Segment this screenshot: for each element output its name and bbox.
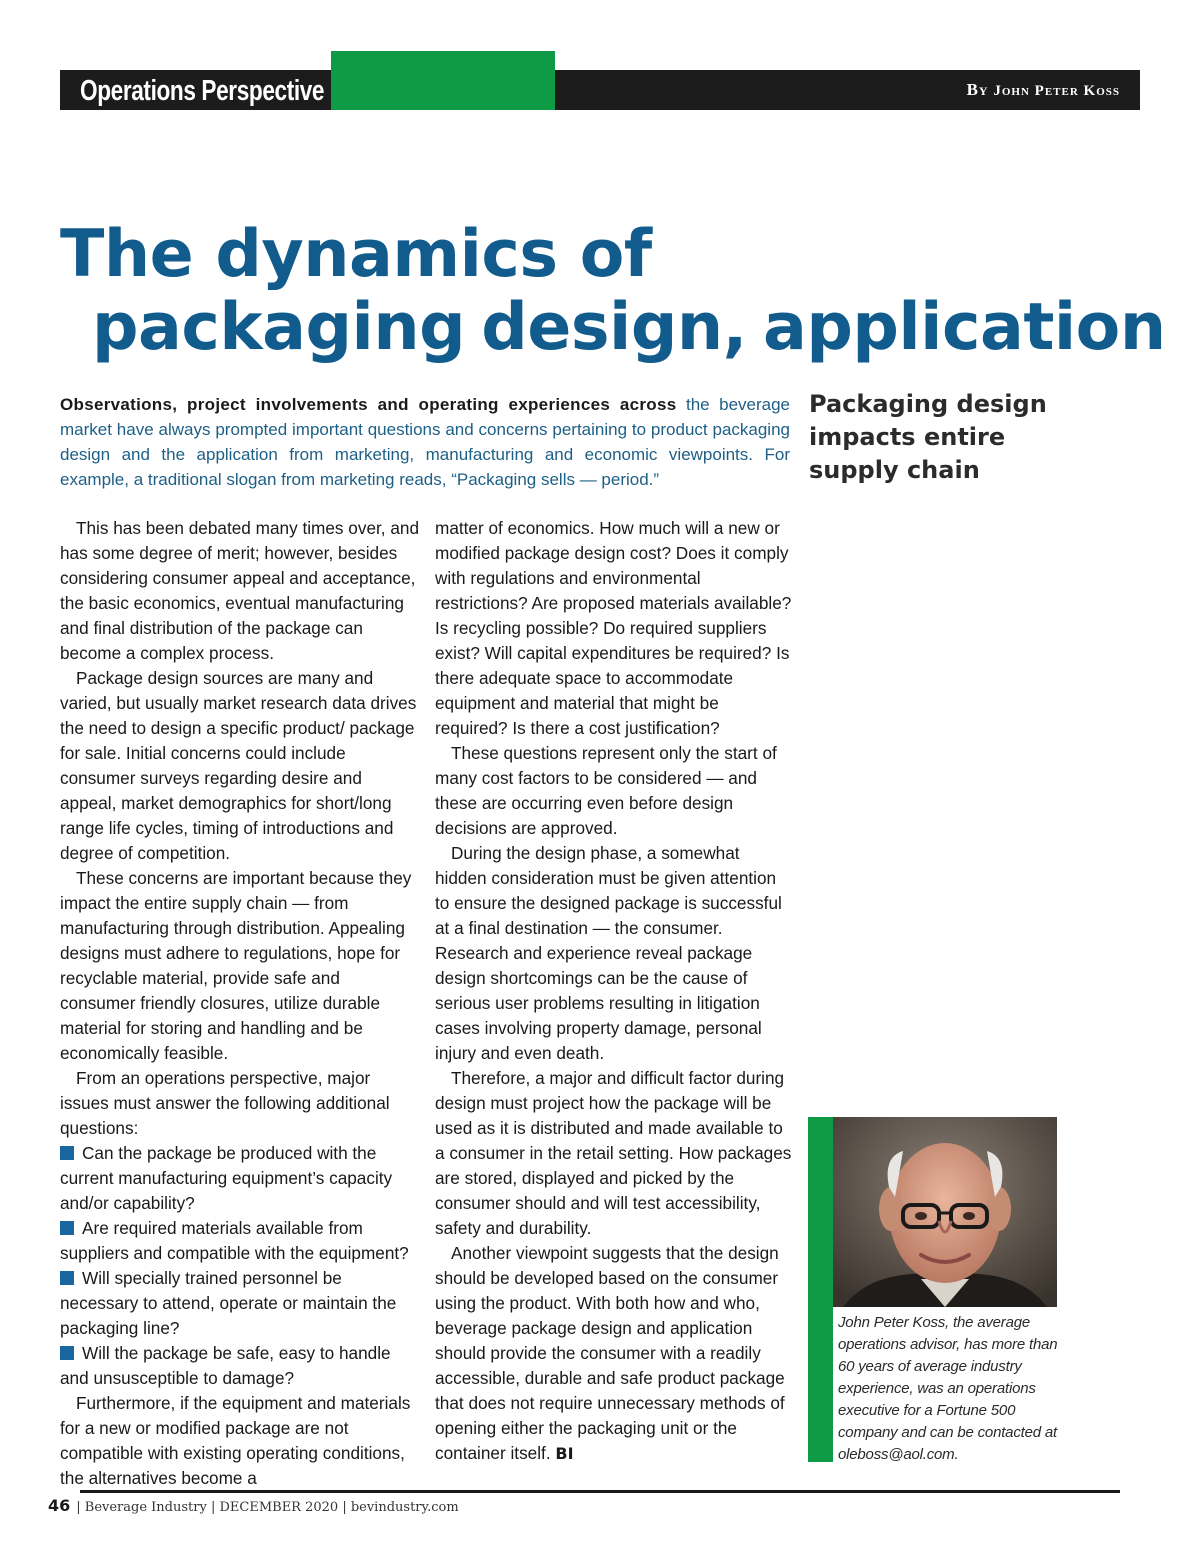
title-line-2: packaging design, application [92,290,1166,365]
bullet-text: Are required materials available from suppliers and compatible with the equipment? [60,1218,409,1263]
paragraph: Therefore, a major and difficult factor during design must project how the package will be used as it is distributed and made available to a consumer in the retail setting. How packages are stored, displayed and picked by the consumer should and will test accessibility, safety and durability. [435,1068,792,1238]
bullet-item [60,1266,420,1341]
page-number: 46 [48,1496,71,1515]
pull-quote: Packaging design impacts entire supply chain [809,390,1047,484]
square-bullet-icon [60,1221,74,1235]
bullet-text: Will the package be safe, easy to handle and unsusceptible to damage? [60,1343,391,1388]
paragraph: These questions represent only the start of many cost factors to be considered — and these are occurring even before design decisions are approved. [435,743,777,838]
byline-by: By [966,80,989,99]
paragraph-text: Another viewpoint suggests that the design should be developed based on the consumer using the product. With both how and who, beverage package design and application should provide the consumer with a readily accessible, durable and safe product package that does not require unnecessary methods of opening either the packaging unit or the container itself. [435,1243,785,1463]
bullet-text: Will specially trained personnel be necessary to attend, operate or maintain the packaging line? [60,1268,397,1338]
square-bullet-icon [60,1146,74,1160]
end-mark: BI [555,1444,574,1463]
paragraph: During the design phase, a somewhat hidden consideration must be given attention to ensure the designed package is successful at a final destination — the consumer. Research and experience reveal package design shortcomings can be the cause of serious user problems resulting in litigation cases involving property damage, personal injury and even death. [435,843,782,1063]
footer-text: | Beverage Industry | DECEMBER 2020 | bevindustry.com [76,1500,459,1515]
deck-lead: Observations, project involvements and operating experiences across [60,395,677,414]
bullet-item [60,1341,420,1391]
body-column-2 [435,516,795,1466]
photo-caption: John Peter Koss, the average operations advisor, has more than 60 years of average industry experience, was an operations executive for a Fortune 500 company and can be contacted at oleboss@aol.com. [838,1314,1058,1463]
paragraph: matter of economics. How much will a new or modified package design cost? Does it comply with regulations and environmental restrictions? Are proposed materials available? Is recycling possible? Do required suppliers exist? Will capital expenditures be required? Is there adequate space to accommodate equipment and material that might be required? Is there a cost justification? [435,518,792,738]
header-green-tab [331,51,555,110]
article-title [60,218,1166,364]
section-label: Operations Perspective [80,75,325,107]
article-deck [60,392,790,492]
byline-author: John Peter Koss [993,83,1120,99]
paragraph: Furthermore, if the equipment and materials for a new or modified package are not compatible with existing operating conditions, the alternatives become a [60,1393,411,1488]
deck-text: the beverage market have always prompted important questions and concerns pertaining to product packaging design and the application from marketing, manufacturing and economic viewpoints. For example, a traditional slogan from marketing reads, “Packaging sells — period.” [60,395,791,489]
bullet-item [60,1141,420,1216]
square-bullet-icon [60,1346,74,1360]
author-photo [833,1117,1057,1307]
body-column-1 [60,516,420,1491]
bullet-item [60,1216,420,1266]
paragraph: These concerns are important because they impact the entire supply chain — from manufacturing through distribution. Appealing designs must adhere to regulations, hope for recyclable material, provide safe and consumer friendly closures, utilize durable material for storing and handling and be economically feasible. [60,868,412,1063]
page-footer [48,1496,459,1515]
byline [967,70,1120,110]
footer-rule [80,1490,1120,1493]
paragraph: From an operations perspective, major issues must answer the following additional questions: [60,1068,390,1138]
square-bullet-icon [60,1271,74,1285]
paragraph [435,1241,795,1466]
photo-accent-bar [808,1117,833,1462]
paragraph: Package design sources are many and varied, but usually market research data drives the need to design a specific product/ package for sale. Initial concerns could include consumer surveys regarding desire and appeal, market demographics for short/long range life cycles, timing of introductions and degree of competition. [60,668,417,863]
paragraph: This has been debated many times over, and has some degree of merit; however, besides considering consumer appeal and acceptance, the basic economics, eventual manufacturing and final distribution of the package can become a complex process. [60,518,420,663]
bullet-text: Can the package be produced with the current manufacturing equipment’s capacity and/or capability? [60,1143,393,1213]
title-line-1: The dynamics of [60,217,652,292]
